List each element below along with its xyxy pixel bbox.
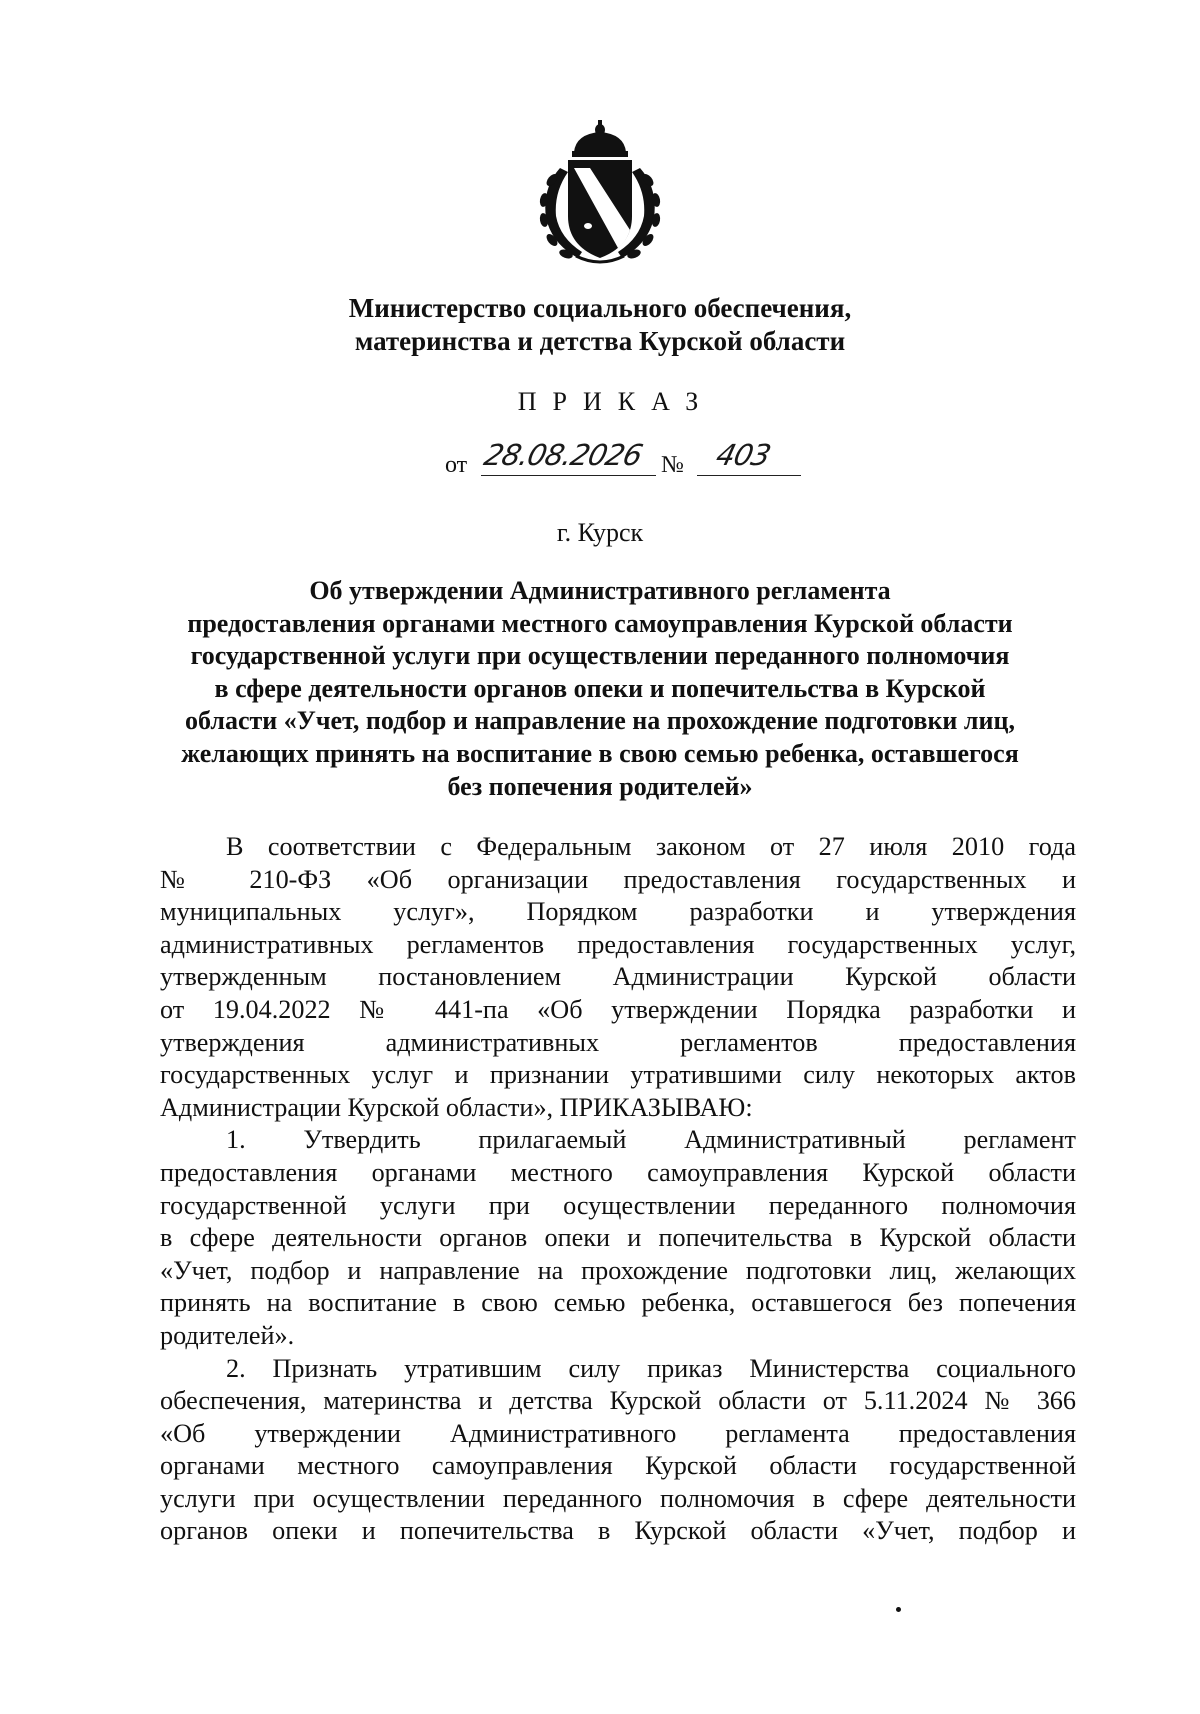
body-line: Администрации Курской области», ПРИКАЗЫВАЮ: (160, 1092, 753, 1122)
date-number-line (443, 438, 803, 482)
body-line: принять на воспитание в свою семью ребенка, оставшегося без попечения (160, 1288, 1076, 1318)
body-line: органов опеки и попечительства в Курской области «Учет, подбор и (160, 1516, 1076, 1546)
body-line: от 19.04.2022 № 441-па «Об утверждении Порядка разработки и (160, 994, 1076, 1024)
scan-speck (896, 1607, 901, 1612)
title-line: государственной услуги при осуществлении переданного полномочия (190, 641, 1010, 671)
date-underline (481, 475, 656, 476)
title-line: без попечения родителей» (447, 771, 753, 801)
number-prefix: № (661, 452, 684, 478)
body-line: утвержденным постановлением Администрации Курской области (160, 962, 1076, 992)
organization-line-2: материнства и детства Курской области (354, 326, 846, 356)
coat-of-arms-icon (530, 118, 670, 268)
title-line: Об утверждении Административного регламента (309, 576, 891, 605)
body-line: утверждения административных регламентов предоставления (160, 1027, 1076, 1057)
body-line: «Об утверждении Административного регламента предоставления (160, 1418, 1076, 1448)
body-line: административных регламентов предоставления государственных услуг, (160, 929, 1076, 959)
body-line: государственных услуг и признании утратившими силу некоторых актов (160, 1060, 1076, 1090)
body-line: органами местного самоуправления Курской области государственной (160, 1451, 1076, 1481)
city: г. Курск (556, 518, 644, 547)
document-body (160, 831, 1076, 1548)
organization-line-1: Министерство социального обеспечения, (348, 293, 852, 323)
title-line: области «Учет, подбор и направление на прохождение подготовки лиц, (185, 706, 1015, 736)
body-line: В соответствии с Федеральным законом от 27 июля 2010 года (226, 832, 1076, 861)
document-title (140, 575, 1060, 803)
document-type: ПРИКАЗ (517, 387, 715, 416)
date-prefix: от (445, 452, 468, 478)
body-line: в сфере деятельности органов опеки и попечительства в Курской области (160, 1223, 1076, 1253)
handwritten-number: 403 (712, 438, 774, 472)
body-line: услуги при осуществлении переданного полномочия в сфере деятельности (160, 1483, 1076, 1513)
title-line: в сфере деятельности органов опеки и попечительства в Курской (214, 673, 986, 703)
body-line: муниципальных услуг», Порядком разработки и утверждения (160, 897, 1076, 927)
body-line: государственной услуги при осуществлении переданного полномочия (160, 1190, 1076, 1220)
handwritten-date: 28.08.2026 (480, 438, 646, 472)
body-line: 2. Признать утратившим силу приказ Министерства социального (226, 1353, 1076, 1383)
body-line: 1. Утвердить прилагаемый Административный регламент (226, 1125, 1076, 1155)
number-underline (697, 475, 801, 476)
title-line: предоставления органами местного самоуправления Курской области (187, 608, 1013, 638)
title-line: желающих принять на воспитание в свою семью ребенка, оставшегося (181, 738, 1019, 768)
body-line: предоставления органами местного самоуправления Курской области (160, 1157, 1076, 1187)
body-line: № 210-ФЗ «Об организации предоставления государственных и (160, 864, 1076, 894)
body-line: обеспечения, материнства и детства Курской области от 5.11.2024 № 366 (160, 1386, 1076, 1416)
organization-name (250, 292, 950, 358)
body-line: «Учет, подбор и направление на прохождение подготовки лиц, желающих (160, 1255, 1076, 1285)
body-line: родителей». (160, 1320, 295, 1350)
